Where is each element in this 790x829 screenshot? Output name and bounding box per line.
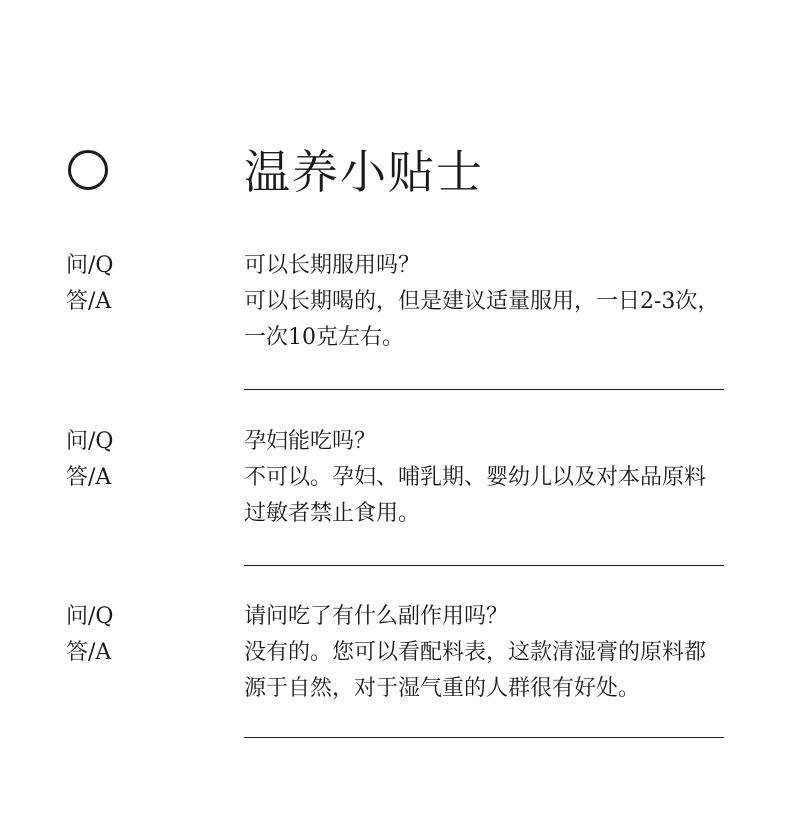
question-label: 问/Q [66, 429, 114, 454]
answer-text: 可以长期喝的，但是建议适量服用，一日2-3次，一次10克左右。 [244, 289, 720, 350]
page-title: 温养小贴士 [244, 145, 484, 199]
qa-content [244, 424, 724, 532]
divider [244, 389, 724, 390]
answer-label: 答/A [66, 465, 112, 490]
qa-content [244, 599, 724, 707]
divider [244, 737, 724, 738]
answer-label: 答/A [66, 640, 112, 665]
qa-labels [66, 599, 113, 671]
divider [244, 565, 724, 566]
circle-icon [68, 150, 108, 190]
question-label: 问/Q [66, 604, 114, 629]
question-text: 请问吃了有什么副作用吗？ [244, 604, 509, 629]
answer-text: 不可以。孕妇、哺乳期、婴幼儿以及对本品原料过敏者禁止食用。 [244, 465, 707, 526]
question-text: 孕妇能吃吗？ [244, 429, 377, 454]
qa-labels [66, 424, 113, 496]
answer-text: 没有的。您可以看配料表，这款清湿膏的原料都源于自然，对于湿气重的人群很有好处。 [244, 640, 707, 701]
question-text: 可以长期服用吗？ [244, 253, 421, 278]
qa-labels [66, 248, 113, 320]
qa-content [244, 248, 724, 356]
question-label: 问/Q [66, 253, 114, 278]
answer-label: 答/A [66, 289, 112, 314]
